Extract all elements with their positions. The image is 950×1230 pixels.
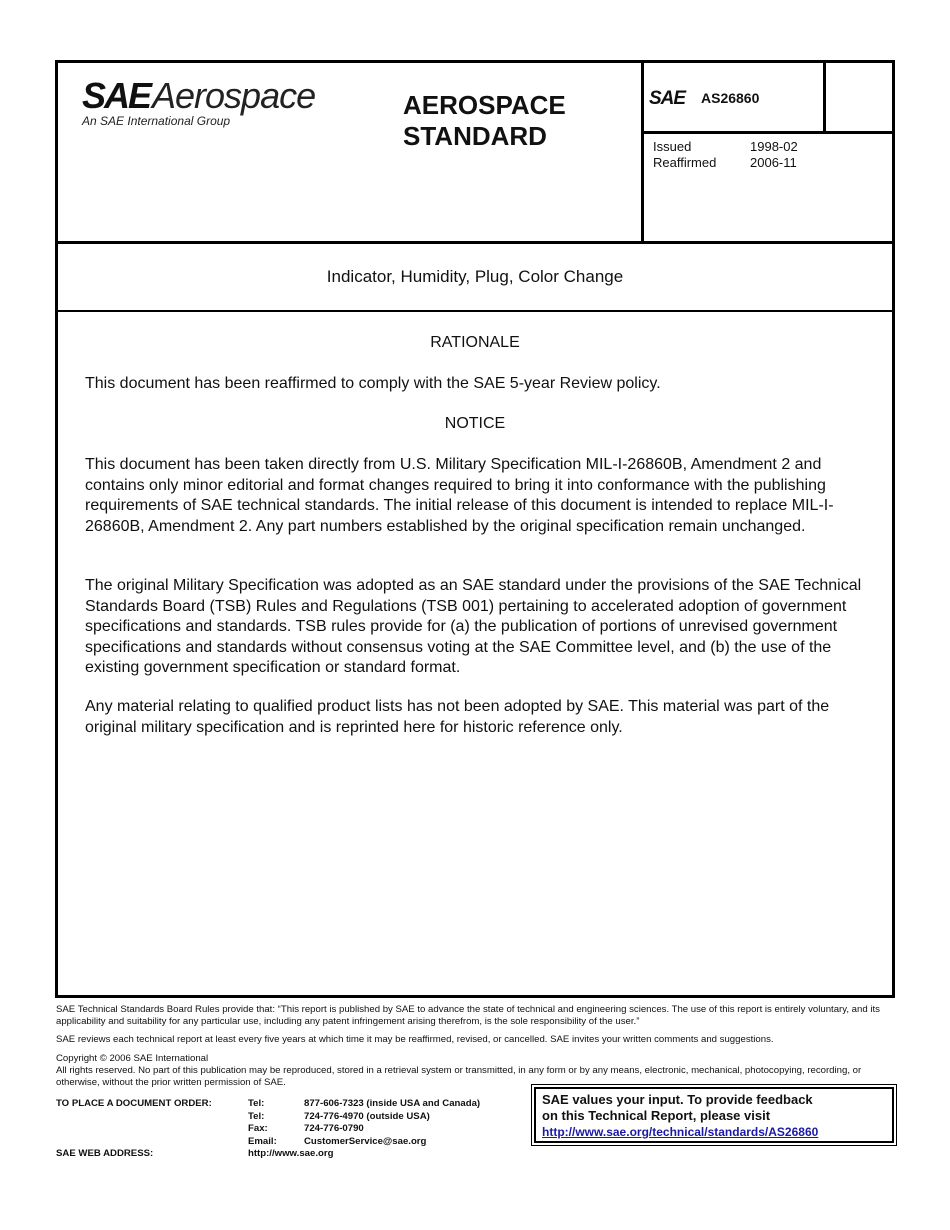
tel-1: 877-606-7323 (inside USA and Canada) (304, 1098, 481, 1109)
rationale-heading: RATIONALE (430, 334, 520, 351)
review-text: SAE reviews each technical report at least every five years at which time it may be reaffirmed, revised, or cancelled. SAE invites your written comments and suggestions. (56, 1034, 774, 1045)
logo-tagline: An SAE International Group (82, 114, 231, 128)
fax-label: Fax: (248, 1123, 268, 1134)
document-title: Indicator, Humidity, Plug, Color Change (326, 267, 624, 286)
feedback-line-1: SAE values your input. To provide feedback (542, 1092, 813, 1107)
title-bottom-rule (55, 310, 895, 312)
feedback-link[interactable]: http://www.sae.org/technical/standards/AS26860 (542, 1125, 819, 1139)
web-label: SAE WEB ADDRESS: (56, 1148, 154, 1159)
sae-aerospace-logo (82, 75, 332, 138)
copyright-text: Copyright © 2006 SAE International (56, 1053, 209, 1064)
header-divider-left (641, 60, 644, 244)
tel-label-2: Tel: (248, 1110, 265, 1122)
reaffirmed-label: Reaffirmed (653, 155, 717, 170)
feedback-line-2: on this Technical Report, please visit (542, 1108, 771, 1123)
reaffirmed-value: 2006-11 (750, 155, 797, 170)
document-number: AS26860 (701, 90, 760, 106)
web-address: http://www.sae.org (248, 1148, 334, 1159)
standard-title (403, 90, 566, 152)
notice-paragraph-2: The original Military Specification was adopted as an SAE standard under the provisions of the SAE Technical Standards Board (TSB) Rules and Regulations (TSB 001) pertaining to accelerated adoption of government specifications and standards. TSB rules provide for (a) the publication of portions of unrevised government specifications and standards without consensus voting at the SAE Committee level, and (b) the use of the existing government specification or standard format. (85, 577, 862, 676)
header-bottom-rule (55, 241, 895, 244)
logo-brand: SAE (82, 75, 151, 116)
standard-title-line2: STANDARD (403, 121, 547, 151)
email-label: Email: (248, 1135, 277, 1147)
rights-text: All rights reserved. No part of this publication may be reproduced, stored in a retrieval system or transmitted, in any form or by any means, electronic, mechanical, photocopying, recording, or otherwise, without the prior written permission of SAE. (56, 1065, 862, 1088)
notice-heading: NOTICE (444, 415, 506, 432)
docnum-underline (641, 131, 895, 134)
rationale-text: This document has been reaffirmed to comply with the SAE 5-year Review policy. (85, 375, 661, 392)
document-dates (653, 139, 798, 171)
standard-title-line1: AEROSPACE (403, 90, 566, 120)
tel-2: 724-776-4970 (outside USA) (304, 1110, 430, 1122)
email-address: CustomerService@sae.org (304, 1135, 427, 1147)
tel-label-1: Tel: (248, 1098, 265, 1109)
issued-value: 1998-02 (750, 139, 798, 154)
feedback-box (531, 1084, 897, 1146)
tsb-rules-text: SAE Technical Standards Board Rules provide that: “This report is published by SAE to advance the state of technical and engineering sciences. The use of this report is entirely voluntary, and its applicability and suitability for any particular use, including any patent infringement arising therefrom, is the sole responsibility of the user.” (56, 1004, 880, 1027)
logo-word: Aerospace (152, 75, 316, 116)
sae-small-logo: SAE (649, 88, 686, 109)
fax-number: 724-776-0790 (304, 1123, 364, 1134)
header-divider-right (823, 60, 826, 133)
order-info (56, 1098, 480, 1161)
issued-label: Issued (653, 139, 692, 154)
notice-paragraph-3: Any material relating to qualified product lists has not been adopted by SAE. This material was part of the original military specification and is reprinted here for historic reference only. (85, 698, 830, 736)
order-label: TO PLACE A DOCUMENT ORDER: (56, 1098, 212, 1109)
notice-paragraph-1: This document has been taken directly from U.S. Military Specification MIL-I-26860B, Amendment 2 and contains only minor editorial and format changes required to bring it into conformance with the publishing requirements of SAE technical standards. The initial release of this document is intended to replace MIL-I-26860B, Amendment 2. Any part numbers established by the original specification remain unchanged. (85, 456, 834, 535)
